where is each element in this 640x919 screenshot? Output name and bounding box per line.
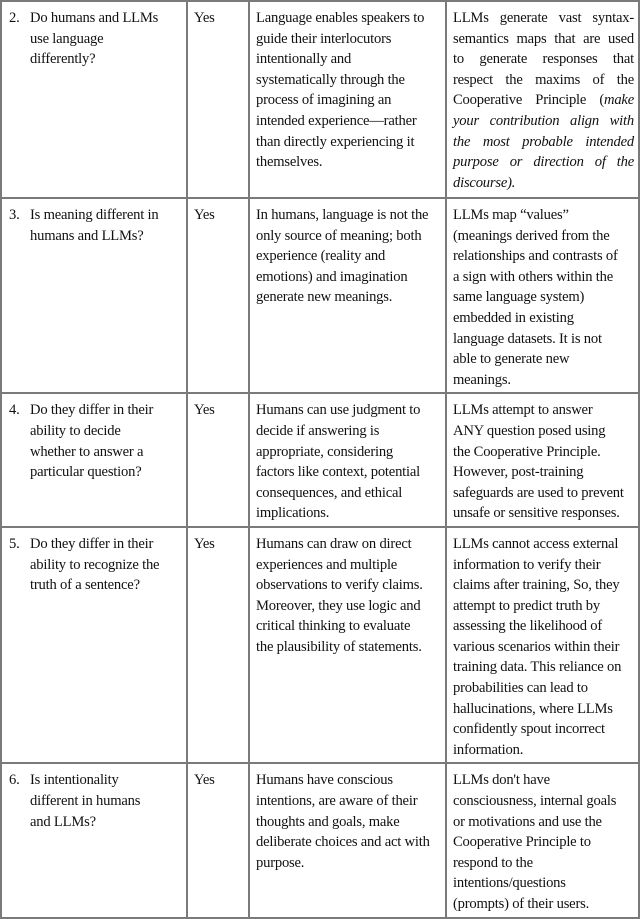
text-segment: LLMs cannot access external (453, 535, 619, 552)
text-segment: respect the maxims of the (453, 71, 634, 88)
llms-line (453, 442, 634, 463)
llms-line (453, 616, 634, 637)
humans-line: Humans have conscious (256, 772, 393, 789)
humans-line: factors like context, potential (256, 464, 421, 481)
text-segment: LLMs map “values” (453, 207, 569, 223)
humans-line: critical thinking to evaluate (256, 618, 411, 635)
llms-line (453, 90, 634, 111)
text-segment: attempt to predict truth by (453, 597, 600, 614)
llms-line (453, 812, 634, 833)
humans-line: decide if answering is (256, 422, 380, 439)
text-segment: (prompts) of their users. (453, 896, 590, 912)
question-line: Do they differ in their (30, 535, 154, 552)
humans-line: Language enables speakers to (256, 10, 425, 26)
question-cell (0, 764, 186, 916)
answer-text: Yes (194, 207, 215, 223)
text-segment: (meanings derived from the (453, 227, 610, 244)
humans-line: implications. (256, 505, 330, 522)
question-cell (0, 2, 186, 197)
humans-line: generate new meanings. (256, 289, 393, 306)
text-segment: ANY question posed using (453, 422, 606, 439)
text-segment: LLMs don't have (453, 772, 550, 789)
llms-line (453, 329, 634, 350)
llms-line (453, 29, 634, 50)
llms-line (453, 483, 634, 504)
llms-line (453, 226, 634, 247)
llms-line (453, 657, 634, 678)
humans-cell (248, 199, 445, 392)
llms-line (453, 678, 634, 699)
text-segment: a sign with others within the (453, 268, 613, 285)
text-segment: relationships and contrasts of (453, 248, 618, 265)
llms-cell (445, 394, 640, 526)
question-line: Is meaning different in (30, 207, 159, 223)
answer-cell (186, 2, 248, 197)
question-line: Is intentionality (30, 772, 119, 789)
text-segment: or motivations and use the (453, 813, 602, 830)
humans-line: deliberate choices and act with (256, 834, 430, 851)
italic-text: make (604, 92, 634, 109)
llms-line (453, 400, 634, 421)
llms-line (453, 308, 634, 329)
question-line: differently? (30, 51, 96, 68)
llms-line (453, 503, 634, 524)
text-segment: able to generate new (453, 351, 570, 368)
text-segment: Cooperative Principle to (453, 834, 591, 851)
llms-line (453, 853, 634, 874)
question-line: Do they differ in their (30, 402, 154, 419)
humans-line: thoughts and goals, make (256, 813, 400, 830)
question-cell (0, 394, 186, 526)
llms-line (453, 873, 634, 894)
llms-cell (445, 199, 640, 392)
text-segment: assessing the likelihood of (453, 618, 603, 635)
question-line: use language (30, 30, 104, 47)
text-segment: meanings. (453, 371, 511, 388)
llms-line (453, 267, 634, 288)
humans-line: experiences and multiple (256, 556, 398, 573)
question-line: and LLMs? (30, 813, 96, 830)
humans-cell (248, 394, 445, 526)
humans-line: than directly experiencing it (256, 133, 415, 150)
text-segment: LLMs attempt to answer (453, 402, 593, 419)
llms-line (453, 791, 634, 812)
llms-line (453, 132, 634, 153)
humans-line: Humans can draw on direct (256, 535, 412, 552)
table-row (0, 528, 640, 765)
text-segment: claims after training, So, they (453, 577, 620, 594)
question-text (30, 534, 182, 761)
italic-text: purpose or direction of the (453, 154, 634, 171)
table-row (0, 764, 640, 918)
llms-line (453, 740, 634, 761)
text-segment: consciousness, internal goals (453, 793, 617, 810)
question-line: particular question? (30, 464, 142, 481)
answer-text: Yes (194, 10, 215, 26)
text-segment: embedded in existing (453, 309, 574, 326)
llms-line (453, 462, 634, 483)
llms-line (453, 152, 634, 173)
question-text (30, 8, 182, 195)
text-segment: However, post-training (453, 464, 584, 481)
italic-text: the most probable intended (453, 133, 634, 150)
row-number: 4. (9, 402, 20, 419)
question-line: different in humans (30, 793, 141, 810)
llms-line (453, 555, 634, 576)
italic-text: discourse). (453, 174, 516, 191)
llms-line (453, 894, 634, 915)
text-segment: intentions/questions (453, 875, 566, 892)
question-cell (0, 528, 186, 763)
llms-line (453, 111, 634, 132)
text-segment: safeguards are used to prevent (453, 484, 624, 501)
humans-line: experience (reality and (256, 248, 386, 265)
text-segment: the Cooperative Principle. (453, 443, 601, 460)
text-segment: same language system) (453, 289, 585, 306)
humans-line: only source of meaning; both (256, 227, 422, 244)
question-line: truth of a sentence? (30, 577, 140, 594)
text-segment: confidently spout incorrect (453, 721, 605, 738)
humans-line: appropriate, considering (256, 443, 394, 460)
table-row (0, 2, 640, 199)
humans-cell (248, 764, 445, 916)
llms-line (453, 770, 634, 791)
humans-line: purpose. (256, 854, 305, 871)
humans-line: intentionally and (256, 51, 352, 68)
question-line: ability to recognize the (30, 556, 160, 573)
llms-line (453, 832, 634, 853)
llms-line (453, 287, 634, 308)
text-segment: information to verify their (453, 556, 601, 573)
text-segment: Cooperative Principle ( (453, 92, 604, 109)
row-number: 2. (9, 10, 20, 26)
humans-line: guide their interlocutors (256, 30, 392, 47)
question-line: ability to decide (30, 422, 121, 439)
text-segment: hallucinations, where LLMs (453, 700, 613, 717)
text-segment: LLMs generate vast syntax- (453, 10, 634, 26)
llms-cell (445, 2, 640, 197)
row-number: 3. (9, 207, 20, 223)
humans-line: process of imagining an (256, 92, 392, 109)
row-number: 6. (9, 772, 20, 789)
humans-line: systematically through the (256, 71, 405, 88)
humans-line: Humans can use judgment to (256, 402, 421, 419)
llms-line (453, 70, 634, 91)
humans-line: the plausibility of statements. (256, 638, 422, 655)
llms-cell (445, 764, 640, 916)
llms-line (453, 349, 634, 370)
answer-cell (186, 199, 248, 392)
row-number: 5. (9, 535, 20, 552)
text-segment: probabilities can lead to (453, 680, 588, 697)
llms-line (453, 173, 634, 194)
text-segment: various scenarios within their (453, 638, 620, 655)
question-text (30, 400, 182, 524)
answer-cell (186, 394, 248, 526)
humans-cell (248, 2, 445, 197)
text-segment: unsafe or sensitive responses. (453, 505, 620, 522)
humans-line: Moreover, they use logic and (256, 597, 421, 614)
table-row (0, 394, 640, 528)
humans-line: observations to verify claims. (256, 577, 423, 594)
llms-line (453, 246, 634, 267)
llms-line (453, 49, 634, 70)
llms-line (453, 719, 634, 740)
humans-line: themselves. (256, 154, 323, 171)
llms-line (453, 421, 634, 442)
text-segment: respond to the (453, 854, 533, 871)
humans-line: intentions, are aware of their (256, 793, 418, 810)
text-segment: to generate responses that (453, 51, 634, 68)
llms-line (453, 699, 634, 720)
llms-line (453, 370, 634, 391)
llms-line (453, 575, 634, 596)
llms-line (453, 637, 634, 658)
llms-line (453, 534, 634, 555)
question-line: whether to answer a (30, 443, 144, 460)
llms-line (453, 8, 634, 29)
llms-cell (445, 528, 640, 763)
answer-cell (186, 764, 248, 916)
humans-line: emotions) and imagination (256, 268, 408, 285)
llms-line (453, 596, 634, 617)
text-segment: information. (453, 741, 524, 758)
table-row (0, 199, 640, 394)
question-line: Do humans and LLMs (30, 10, 159, 26)
answer-text: Yes (194, 772, 215, 789)
answer-cell (186, 528, 248, 763)
question-text (30, 205, 182, 390)
humans-line: In humans, language is not the (256, 207, 429, 223)
humans-line: consequences, and ethical (256, 484, 403, 501)
question-cell (0, 199, 186, 392)
humans-cell (248, 528, 445, 763)
answer-text: Yes (194, 535, 215, 552)
humans-line: intended experience—rather (256, 112, 417, 129)
question-text (30, 770, 182, 914)
text-segment: semantics maps that are used (453, 30, 634, 47)
text-segment: language datasets. It is not (453, 330, 602, 347)
llms-line (453, 205, 634, 226)
italic-text: your contribution align with (453, 112, 634, 129)
text-segment: training data. This reliance on (453, 659, 622, 676)
answer-text: Yes (194, 402, 215, 419)
question-line: humans and LLMs? (30, 227, 144, 244)
